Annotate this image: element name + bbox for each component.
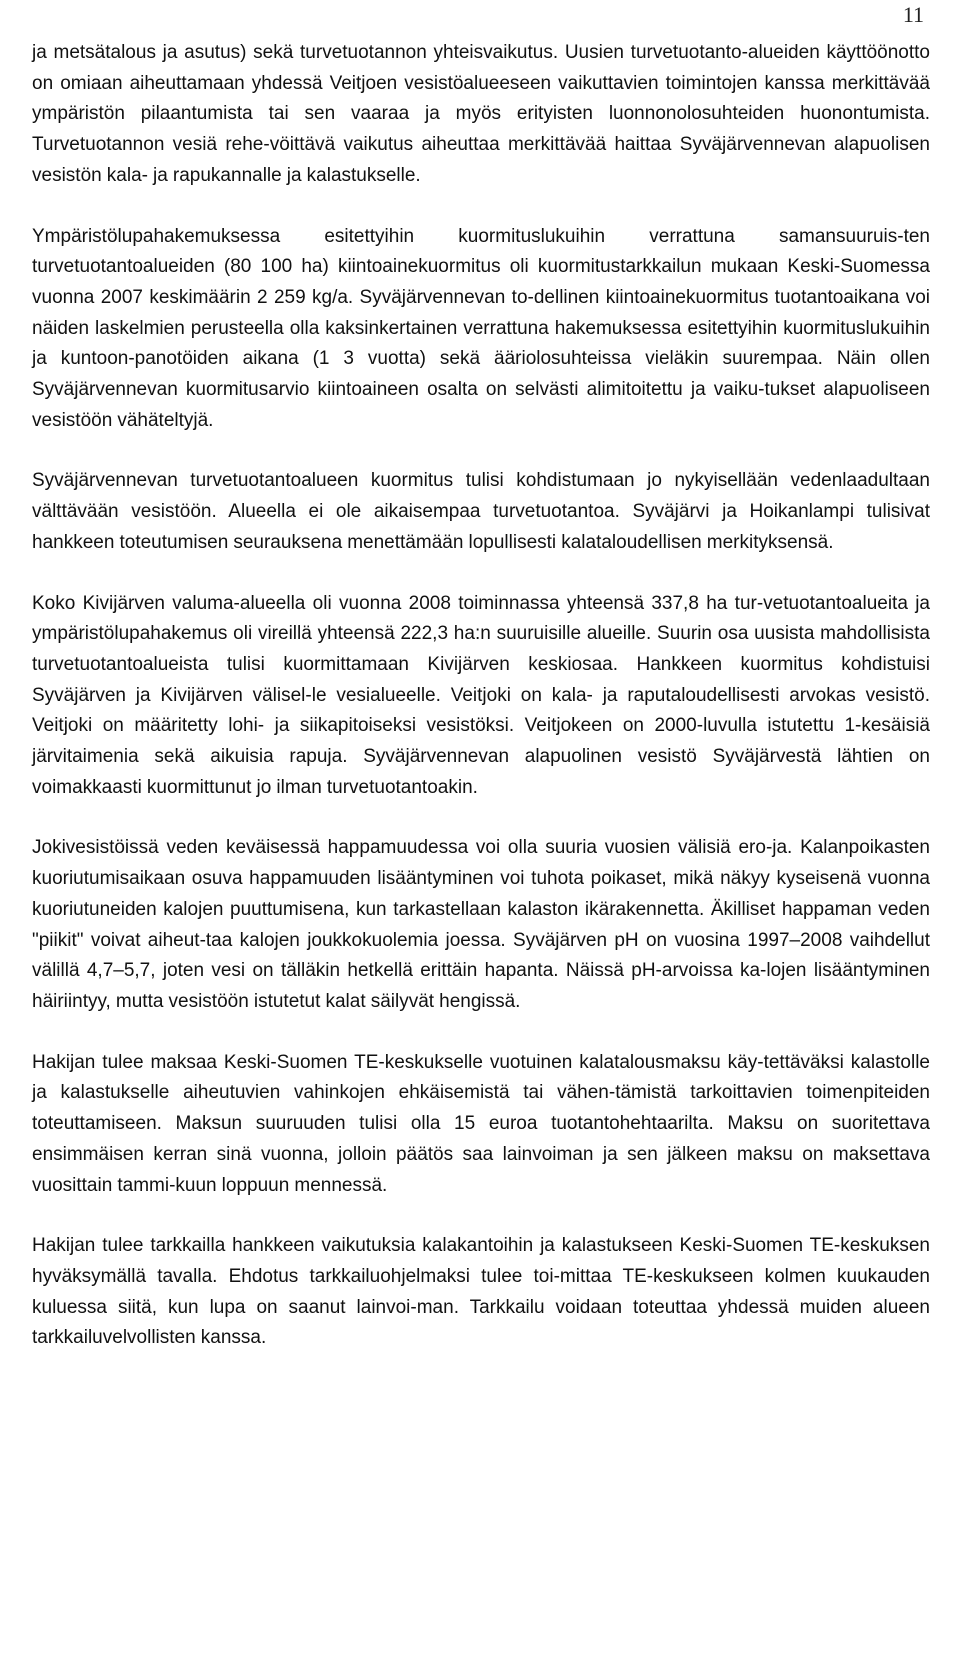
paragraph-1: ja metsätalous ja asutus) sekä turvetuotannon yhteisvaikutus. Uusien turvetuotanto-alueiden käyttöönotto on omiaan aiheuttamaan yhdessä Veitjoen vesistöalueeseen vaikuttavien toimintojen kanssa merkittävää ympäristön pilaantumista tai sen vaaraa ja myös erityisten luonnonolosuhteiden huonontumista. Turvetuotannon vesiä rehe-vöittävä vaikutus aiheuttaa merkittävää haittaa Syväjärvennevan alapuolisen vesistön kala- ja rapukannalle ja kalastukselle.	[32, 42, 930, 186]
page-number: 11	[902, 2, 924, 27]
paragraph-5: Jokivesistöissä veden keväisessä happamuudessa voi olla suuria vuosien välisiä ero-ja. Kalanpoikasten kuoriutumisaikaan osuva happamuuden lisääntyminen voi tuhota poikaset, mikä näkyy kyseisenä vuonna kuoriutuneiden kalojen puuttumisena, kun tarkastellaan kalaston ikärakennetta. Äkilliset happaman veden "piikit" voivat aiheut-taa kalojen joukkokuolemia joessa. Syväjärven pH on vuosina 1997–2008 vaihdellut välillä 4,7–5,7, joten vesi on tälläkin hetkellä erittäin hapanta. Näissä pH-arvoissa ka-lojen lisääntyminen häiriintyy, mutta vesistöön istutetut kalat säilyvät hengissä.	[32, 837, 930, 1012]
paragraph-7: Hakijan tulee tarkkailla hankkeen vaikutuksia kalakantoihin ja kalastukseen Keski-Suomen TE-keskuksen hyväksymällä tavalla. Ehdotus tarkkailuohjelmaksi tulee toi-mittaa TE-keskukseen kolmen kuukauden kuluessa siitä, kun lupa on saanut lainvoi-man. Tarkkailu voidaan toteuttaa yhdessä muiden alueen tarkkailuvelvollisten kanssa.	[32, 1235, 930, 1349]
paragraph-2: Ympäristölupahakemuksessa esitettyihin kuormituslukuihin verrattuna samansuuruis-ten turvetuotantoalueiden (80 100 ha) kiintoainekuormitus oli kuormitustarkkailun mukaan Keski-Suomessa vuonna 2007 keskimäärin 2 259 kg/a. Syväjärvennevan to-dellinen kiintoainekuormitus tuotantoaikana voi näiden laskelmien perusteella olla kaksinkertainen verrattuna hakemuksessa esitettyihin kuormituslukuihin ja kuntoon-panotöiden aikana (1 3 vuotta) sekä ääriolosuhteissa vieläkin suurempaa. Näin ollen Syväjärvennevan kuormitusarvio kiintoaineen osalta on selvästi alimitoitettu ja vaiku-tukset alapuoliseen vesistöön vähäteltyjä.	[32, 225, 930, 431]
paragraph-6: Hakijan tulee maksaa Keski-Suomen TE-keskukselle vuotuinen kalatalousmaksu käy-tettäväksi kalastolle ja kalastukselle aiheutuvien vahinkojen ehkäisemistä tai vähen-tämistä tarkoittavien toimenpiteiden toteuttamiseen. Maksun suuruuden tulisi olla 15 euroa tuotantohehtaarilta. Maksu on suoritettava ensimmäisen kerran sinä vuonna, jolloin päätös saa lainvoiman ja sen jälkeen maksu on maksettava vuosittain tammi-kuun loppuun mennessä.	[32, 1051, 930, 1196]
paragraph-4: Koko Kivijärven valuma-alueella oli vuonna 2008 toiminnassa yhteensä 337,8 ha tur-vetuotantoalueita ja ympäristölupahakemus oli vireillä yhteensä 222,3 ha:n suuruisille alueille. Suurin osa uusista mahdollisista turvetuotantoalueista tulisi kuormittamaan Kivijärven keskiosaa. Hankkeen kuormitus kohdistuisi Syväjärven ja Kivijärven välisel-le vesialueelle. Veitjoki on kala- ja raputaloudellisesti arvokas vesistö. Veitjoki on määritetty lohi- ja siikapitoiseksi vesistöksi. Veitjokeen on 2000-luvulla istutettu 1-kesäisiä järvitaimenia sekä aikuisia rapuja. Syväjärvennevan alapuolinen vesistö Syväjärvestä lähtien on voimakkaasti kuormittunut jo ilman turvetuotantoakin.	[32, 592, 930, 798]
paragraph-3: Syväjärvennevan turvetuotantoalueen kuormitus tulisi kohdistumaan jo nykyisellään vedenlaadultaan välttävään vesistöön. Alueella ei ole aikaisempaa turvetuotantoa. Syväjärvi ja Hoikanlampi tulisivat hankkeen toteutumisen seurauksena menettämään lopullisesti kalataloudellisen merkityksensä.	[32, 470, 930, 553]
